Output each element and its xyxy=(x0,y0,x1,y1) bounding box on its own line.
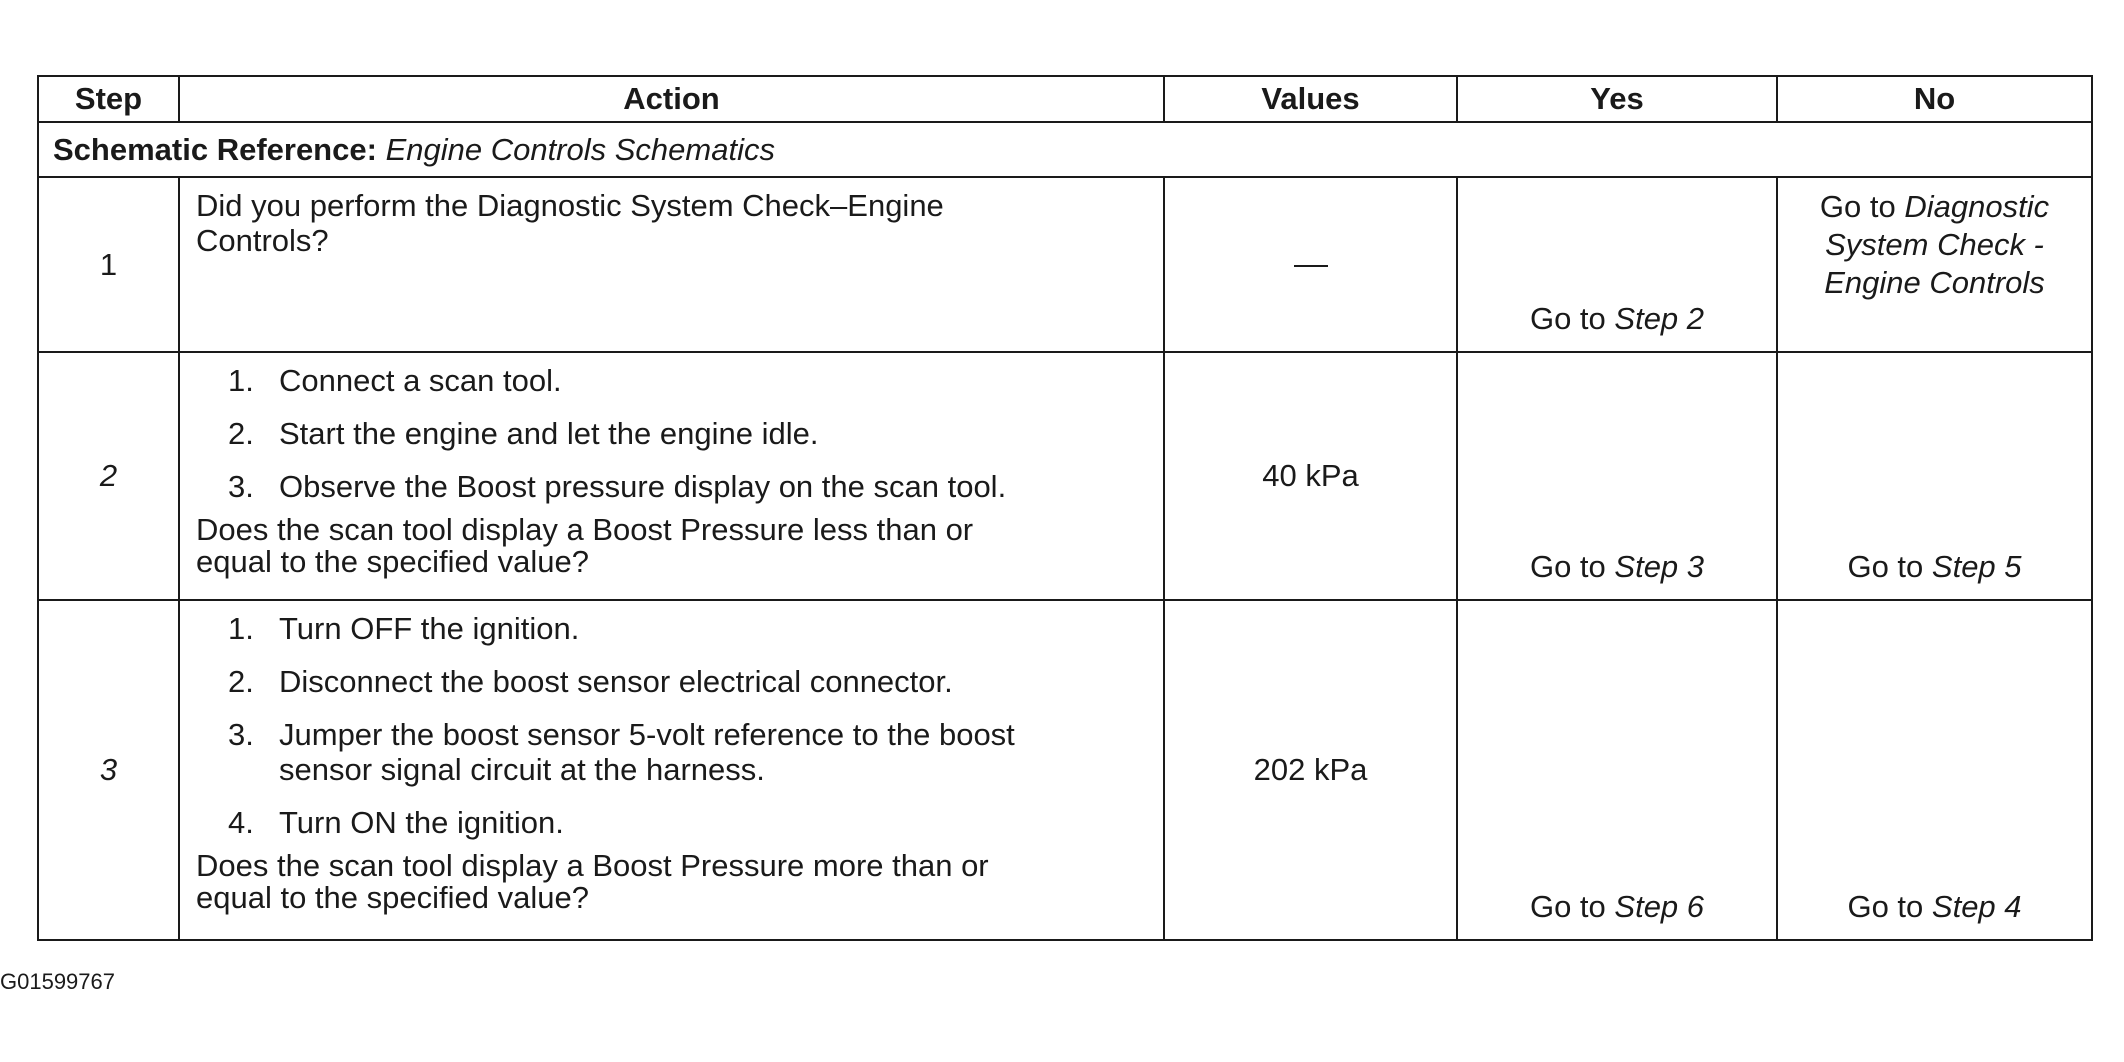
no-target-link[interactable]: Step 4 xyxy=(1931,889,2022,924)
question-line: Did you perform the Diagnostic System Check–Engine xyxy=(196,188,944,223)
question-line: Controls? xyxy=(196,223,329,258)
header-row xyxy=(38,76,2092,122)
list-item: 3. Jumper the boost sensor 5-volt reference to the boost sensor signal circuit at the harness. xyxy=(228,717,1015,787)
yes-target-link[interactable]: Step 2 xyxy=(1614,301,1705,336)
no-cell xyxy=(1777,352,2092,600)
schematic-link[interactable]: Engine Controls Schematics xyxy=(385,131,775,167)
question-line: equal to the specified value? xyxy=(196,880,589,915)
no-prefix: Go to xyxy=(1819,189,1896,224)
yes-cell xyxy=(1457,352,1777,600)
action-cell xyxy=(179,352,1164,600)
no-cell xyxy=(1777,600,2092,940)
question-text xyxy=(196,188,1149,258)
schematic-label: Schematic Reference: xyxy=(53,131,377,167)
step-link[interactable]: 2 xyxy=(99,458,118,493)
no-target-link[interactable]: Diagnostic xyxy=(1904,189,2050,224)
action-cell xyxy=(179,177,1164,352)
diagnostic-table xyxy=(37,75,2093,941)
header-action: Action xyxy=(179,76,1164,122)
table-row-step-1 xyxy=(38,177,2092,352)
value-cell: 202 kPa xyxy=(1164,600,1457,940)
header-yes: Yes xyxy=(1457,76,1777,122)
header-values: Values xyxy=(1164,76,1457,122)
action-list xyxy=(196,363,1149,504)
value-cell: 40 kPa xyxy=(1164,352,1457,600)
yes-prefix: Go to xyxy=(1529,301,1606,336)
list-item: 3. Observe the Boost pressure display on the scan tool. xyxy=(228,469,1007,504)
step-number: 1 xyxy=(38,177,179,352)
header-no: No xyxy=(1777,76,2092,122)
header-step: Step xyxy=(38,76,179,122)
list-item: 2. Disconnect the boost sensor electrical connector. xyxy=(228,664,953,699)
yes-prefix: Go to xyxy=(1529,549,1606,584)
no-target-link[interactable]: Engine Controls xyxy=(1824,265,2045,300)
list-item: 1. Connect a scan tool. xyxy=(228,363,562,398)
yes-target-link[interactable]: Step 3 xyxy=(1614,549,1705,584)
step-link[interactable]: 3 xyxy=(99,752,118,787)
schematic-reference xyxy=(38,122,2092,177)
action-cell xyxy=(179,600,1164,940)
action-list xyxy=(196,611,1149,840)
table-row-step-2 xyxy=(38,352,2092,600)
question-line: equal to the specified value? xyxy=(196,544,589,579)
empty-value-dash xyxy=(1294,265,1328,267)
no-cell xyxy=(1777,177,2092,352)
yes-cell xyxy=(1457,177,1777,352)
no-prefix: Go to xyxy=(1847,889,1924,924)
question-line: Does the scan tool display a Boost Pressure more than or xyxy=(196,848,989,883)
value-cell xyxy=(1164,177,1457,352)
no-target-link[interactable]: Step 5 xyxy=(1931,549,2022,584)
question-text xyxy=(196,850,1149,914)
list-item: 1. Turn OFF the ignition. xyxy=(228,611,580,646)
question-line: Does the scan tool display a Boost Pressure less than or xyxy=(196,512,974,547)
question-text xyxy=(196,514,1149,578)
step-number xyxy=(38,600,179,940)
list-item: 2. Start the engine and let the engine idle. xyxy=(228,416,819,451)
yes-target-link[interactable]: Step 6 xyxy=(1614,889,1705,924)
yes-cell xyxy=(1457,600,1777,940)
yes-prefix: Go to xyxy=(1529,889,1606,924)
schematic-reference-row xyxy=(38,122,2092,177)
figure-id: G01599767 xyxy=(0,969,115,994)
no-prefix: Go to xyxy=(1847,549,1924,584)
no-target-link[interactable]: System Check - xyxy=(1825,227,2044,262)
step-number xyxy=(38,352,179,600)
list-item: 4. Turn ON the ignition. xyxy=(228,805,564,840)
table-row-step-3 xyxy=(38,600,2092,940)
